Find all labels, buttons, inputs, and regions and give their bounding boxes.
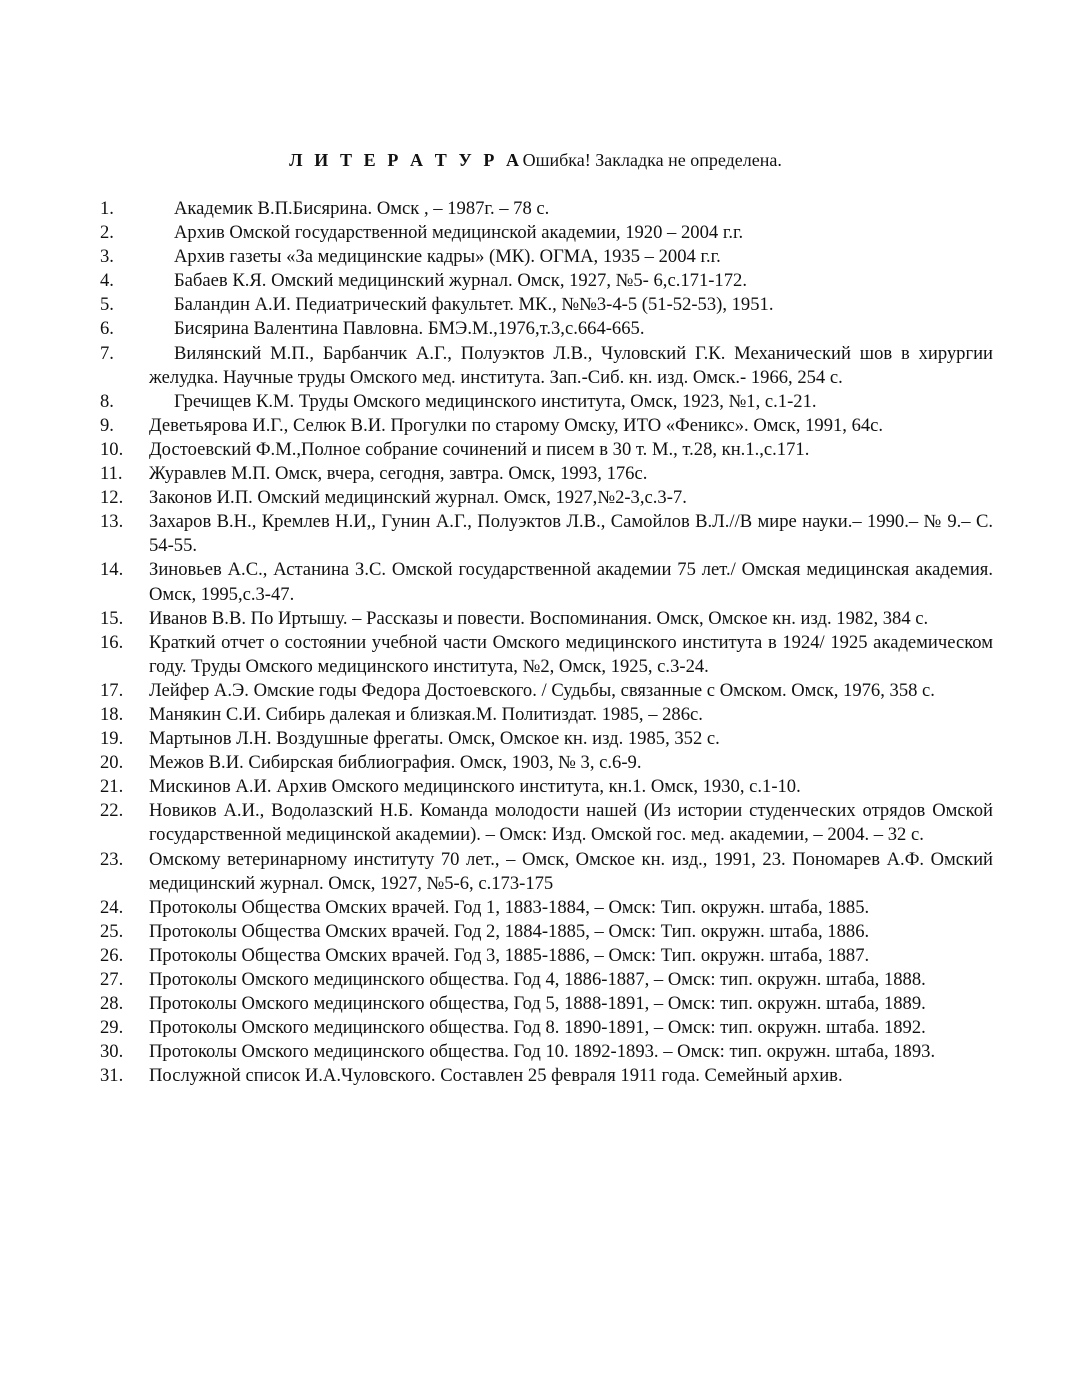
reference-text: Баландин А.И. Педиатрический факультет. МК., №№3-4-5 (51-52-53), 1951. xyxy=(174,294,774,316)
reference-number: 1. xyxy=(100,198,114,219)
reference-item xyxy=(100,438,993,462)
reference-text: Деветьярова И.Г., Селюк В.И. Прогулки по старому Омску, ИТО «Феникс». Омск, 1991, 64с. xyxy=(149,414,884,436)
reference-item xyxy=(100,727,993,751)
reference-item xyxy=(100,944,993,968)
reference-number: 20. xyxy=(100,752,124,774)
reference-number: 15. xyxy=(100,607,124,629)
reference-number: 10. xyxy=(100,438,124,460)
reference-item xyxy=(100,245,993,269)
reference-item xyxy=(100,607,993,631)
reference-item xyxy=(100,968,993,992)
reference-number: 4. xyxy=(100,270,114,292)
reference-text: Послужной список И.А.Чуловского. Составлен 25 февраля 1911 года. Семейный архив. xyxy=(149,1065,843,1087)
reference-text: Законов И.П. Омский медицинский журнал. Омск, 1927,№2-3,с.3-7. xyxy=(149,487,687,509)
reference-item xyxy=(100,510,993,558)
reference-text: Протоколы Общества Омских врачей. Год 1, 1883-1884, – Омск: Тип. окружн. штаба, 1885. xyxy=(149,896,870,918)
reference-text: Академик В.П.Бисярина. Омск , – 1987г. – 78 с. xyxy=(174,198,550,219)
reference-item xyxy=(100,390,993,414)
reference-item xyxy=(100,342,993,390)
reference-item xyxy=(100,317,993,341)
reference-item xyxy=(100,1040,993,1064)
reference-text: Протоколы Общества Омских врачей. Год 2, 1884-1885, – Омск: Тип. окружн. штаба, 1886. xyxy=(149,920,870,942)
reference-text: Зиновьев А.С., Астанина З.С. Омской государственной академии 75 лет./ Омская медицинская академия. Омск, 1995,с.3-47. xyxy=(149,559,993,605)
reference-text: Мискинов А.И. Архив Омского медицинского института, кн.1. Омск, 1930, с.1-10. xyxy=(149,776,801,798)
reference-item xyxy=(100,848,993,896)
reference-text: Архив газеты «За медицинские кадры» (МК). ОГМА, 1935 – 2004 г.г. xyxy=(174,246,721,268)
reference-number: 23. xyxy=(100,848,124,870)
reference-number: 22. xyxy=(100,800,124,822)
reference-text: Лейфер А.Э. Омские годы Федора Достоевского. / Судьбы, связанные с Омском. Омск, 1976, 358 с. xyxy=(149,679,935,701)
reference-number: 5. xyxy=(100,294,114,316)
reference-number: 13. xyxy=(100,511,124,533)
reference-item xyxy=(100,462,993,486)
reference-text: Захаров В.Н., Кремлев Н.И,, Гунин А.Г., Полуэктов Л.В., Самойлов В.Л.//В мире науки.– 1990.– № 9.– С. 54-55. xyxy=(149,511,993,557)
reference-item xyxy=(100,799,993,847)
reference-text: Вилянский М.П., Барбанчик А.Г., Полуэктов Л.В., Чуловский Г.К. Механический шов в хирургии желудка. Научные труды Омского мед. института. Зап.-Сиб. кн. изд. Омск.- 1966, 254 с. xyxy=(149,342,993,388)
reference-number: 7. xyxy=(100,342,114,364)
title-text: Л И Т Е Р А Т У Р А xyxy=(289,150,523,170)
reference-number: 3. xyxy=(100,246,114,268)
reference-number: 29. xyxy=(100,1017,124,1039)
reference-number: 9. xyxy=(100,414,114,436)
reference-item xyxy=(100,703,993,727)
reference-number: 28. xyxy=(100,993,124,1015)
reference-number: 24. xyxy=(100,896,124,918)
reference-text: Иванов В.В. По Иртышу. – Рассказы и повести. Воспоминания. Омск, Омское кн. изд. 1982, 384 с. xyxy=(149,607,929,629)
reference-number: 8. xyxy=(100,390,114,412)
reference-number: 16. xyxy=(100,631,124,653)
reference-text: Протоколы Омского медицинского общества. Год 8. 1890-1891, – Омск: тип. окружн. штаба. 1892. xyxy=(149,1017,926,1039)
reference-number: 18. xyxy=(100,703,124,725)
reference-number: 21. xyxy=(100,776,124,798)
reference-text: Гречищев К.М. Труды Омского медицинского института, Омск, 1923, №1, с.1-21. xyxy=(174,390,817,412)
reference-text: Краткий отчет о состоянии учебной части Омского медицинского института в 1924/ 1925 академическом году. Труды Омского медицинского института, №2, Омск, 1925, с.3-24. xyxy=(149,631,993,677)
reference-number: 19. xyxy=(100,728,124,750)
bookmark-error-text: Ошибка! Закладка не определена. xyxy=(522,150,782,170)
reference-text: Достоевский Ф.М.,Полное собрание сочинений и писем в 30 т. М., т.28, кн.1.,с.171. xyxy=(149,438,810,460)
reference-item xyxy=(100,1064,993,1088)
reference-item xyxy=(100,486,993,510)
reference-text: Межов В.И. Сибирская библиография. Омск, 1903, № 3, с.6-9. xyxy=(149,752,642,774)
reference-text: Журавлев М.П. Омск, вчера, сегодня, завтра. Омск, 1993, 176с. xyxy=(149,463,648,485)
reference-item xyxy=(100,679,993,703)
reference-item xyxy=(100,775,993,799)
reference-text: Мартынов Л.Н. Воздушные фрегаты. Омск, Омское кн. изд. 1985, 352 с. xyxy=(149,728,720,750)
reference-item xyxy=(100,197,993,221)
reference-item xyxy=(100,896,993,920)
reference-text: Протоколы Омского медицинского общества, Год 5, 1888-1891, – Омск: тип. окружн. штаба, 1889. xyxy=(149,993,926,1015)
reference-item xyxy=(100,414,993,438)
reference-number: 14. xyxy=(100,559,124,581)
reference-item xyxy=(100,1016,993,1040)
reference-text: Бабаев К.Я. Омский медицинский журнал. Омск, 1927, №5- 6,с.171-172. xyxy=(174,270,747,292)
reference-item xyxy=(100,992,993,1016)
reference-text: Протоколы Общества Омских врачей. Год 3, 1885-1886, – Омск: Тип. окружн. штаба, 1887. xyxy=(149,944,870,966)
reference-number: 31. xyxy=(100,1065,124,1087)
reference-text: Бисярина Валентина Павловна. БМЭ.М.,1976,т.3,с.664-665. xyxy=(174,318,645,340)
reference-number: 17. xyxy=(100,679,124,701)
reference-item xyxy=(100,751,993,775)
reference-number: 25. xyxy=(100,920,124,942)
reference-number: 6. xyxy=(100,318,114,340)
reference-text: Протоколы Омского медицинского общества. Год 10. 1892-1893. – Омск: тип. окружн. штаба, 1893. xyxy=(149,1041,936,1063)
reference-text: Архив Омской государственной медицинской академии, 1920 – 2004 г.г. xyxy=(174,222,744,244)
page-title xyxy=(0,148,1071,172)
reference-item xyxy=(100,221,993,245)
reference-list xyxy=(100,197,993,1088)
reference-item xyxy=(100,920,993,944)
reference-item xyxy=(100,558,993,606)
reference-item xyxy=(100,269,993,293)
reference-number: 26. xyxy=(100,944,124,966)
reference-number: 11. xyxy=(100,463,123,485)
reference-text: Новиков А.И., Водолазский Н.Б. Команда молодости нашей (Из истории студенческих отрядов Омской государственной медицинской академии). – Омск: Изд. Омской гос. мед. академии, – 2004. – 32 с. xyxy=(149,800,993,846)
reference-text: Протоколы Омского медицинского общества. Год 4, 1886-1887, – Омск: тип. окружн. штаба, 1888. xyxy=(149,969,926,990)
reference-number: 30. xyxy=(100,1041,124,1063)
reference-number: 27. xyxy=(100,969,124,990)
reference-text: Омскому ветеринарному институту 70 лет., – Омск, Омское кн. изд., 1991, 23. Пономарев А.Ф. Омский медицинский журнал. Омск, 1927, №5-6, с.173-175 xyxy=(149,848,993,894)
reference-item xyxy=(100,631,993,679)
reference-item xyxy=(100,293,993,317)
reference-text: Манякин С.И. Сибирь далекая и близкая.М. Политиздат. 1985, – 286с. xyxy=(149,703,703,725)
reference-number: 12. xyxy=(100,487,124,509)
reference-number: 2. xyxy=(100,222,114,244)
